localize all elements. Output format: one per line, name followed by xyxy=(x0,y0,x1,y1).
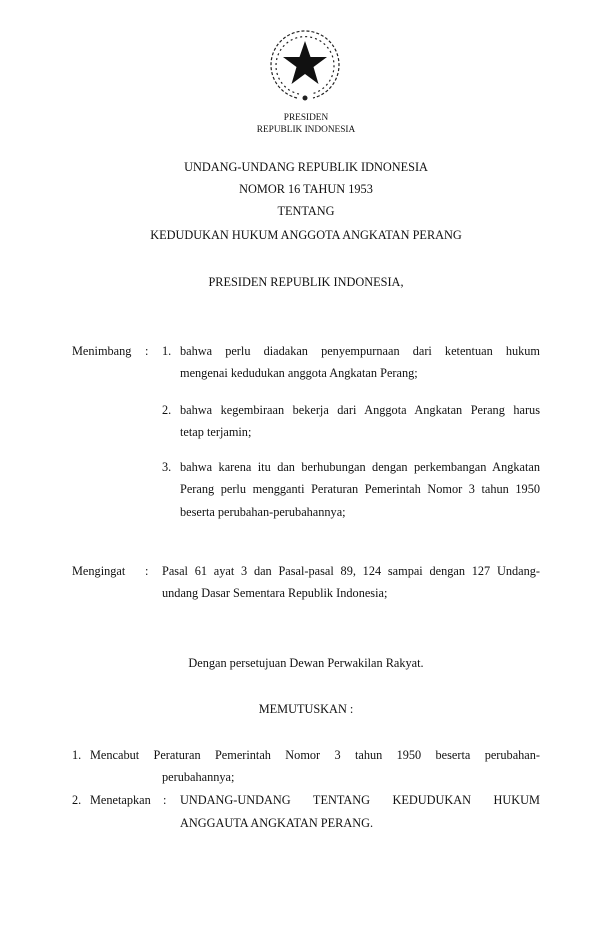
decision-2-colon: : xyxy=(163,793,167,807)
decision-2-line-2: ANGGAUTA ANGKATAN PERANG. xyxy=(180,816,374,830)
memutuskan-heading: MEMUTUSKAN : xyxy=(258,702,354,716)
title-line-2: NOMOR 16 TAHUN 1953 xyxy=(239,182,373,196)
decision-1-line-1: Mencabut Peraturan Pemerintah Nomor 3 tahun 1950 beserta perubahan- xyxy=(90,748,540,762)
mengingat-line-1: Pasal 61 ayat 3 dan Pasal-pasal 89, 124 sampai dengan 127 Undang- xyxy=(162,564,540,578)
title-line-4: KEDUDUKAN HUKUM ANGGOTA ANGKATAN PERANG xyxy=(150,228,462,242)
mengingat-line-2: undang Dasar Sementara Republik Indonesia; xyxy=(162,586,388,600)
header-presiden: PRESIDEN xyxy=(283,113,329,123)
decision-num-1: 1. xyxy=(72,748,82,762)
menimbang-2-line-1: bahwa kegembiraan bekerja dari Anggota Angkatan Perang harus xyxy=(180,403,540,417)
menimbang-colon: : xyxy=(145,344,149,358)
menimbang-num-1: 1. xyxy=(162,344,172,358)
menimbang-1-line-1: bahwa perlu diadakan penyempurnaan dari ketentuan hukum xyxy=(180,344,540,358)
decision-num-2: 2. xyxy=(72,793,82,807)
decision-2-label: Menetapkan xyxy=(90,793,151,807)
menimbang-3-line-3: beserta perubahan-perubahannya; xyxy=(180,505,346,519)
mengingat-colon: : xyxy=(145,564,149,578)
decision-1-line-2: perubahannya; xyxy=(162,770,235,784)
decision-2-line-1: UNDANG-UNDANG TENTANG KEDUDUKAN HUKUM xyxy=(180,793,540,807)
title-line-3: TENTANG xyxy=(277,204,335,218)
persetujuan: Dengan persetujuan Dewan Perwakilan Rakyat. xyxy=(188,656,424,670)
menimbang-3-line-1: bahwa karena itu dan berhubungan dengan perkembangan Angkatan xyxy=(180,460,540,474)
issuer: PRESIDEN REPUBLIK INDONESIA, xyxy=(208,275,404,289)
menimbang-1-line-2: mengenai kedudukan anggota Angkatan Perang; xyxy=(180,366,418,380)
menimbang-2-line-2: tetap terjamin; xyxy=(180,425,252,439)
menimbang-label: Menimbang xyxy=(72,344,132,358)
header-republik: REPUBLIK INDONESIA xyxy=(256,125,356,135)
mengingat-label: Mengingat xyxy=(72,564,126,578)
menimbang-num-2: 2. xyxy=(162,403,172,417)
menimbang-num-3: 3. xyxy=(162,460,172,474)
menimbang-3-line-2: Perang perlu mengganti Peraturan Pemerintah Nomor 3 tahun 1950 xyxy=(180,482,540,496)
presidential-seal-icon xyxy=(267,28,343,104)
title-line-1: UNDANG-UNDANG REPUBLIK IDNONESIA xyxy=(184,160,428,174)
